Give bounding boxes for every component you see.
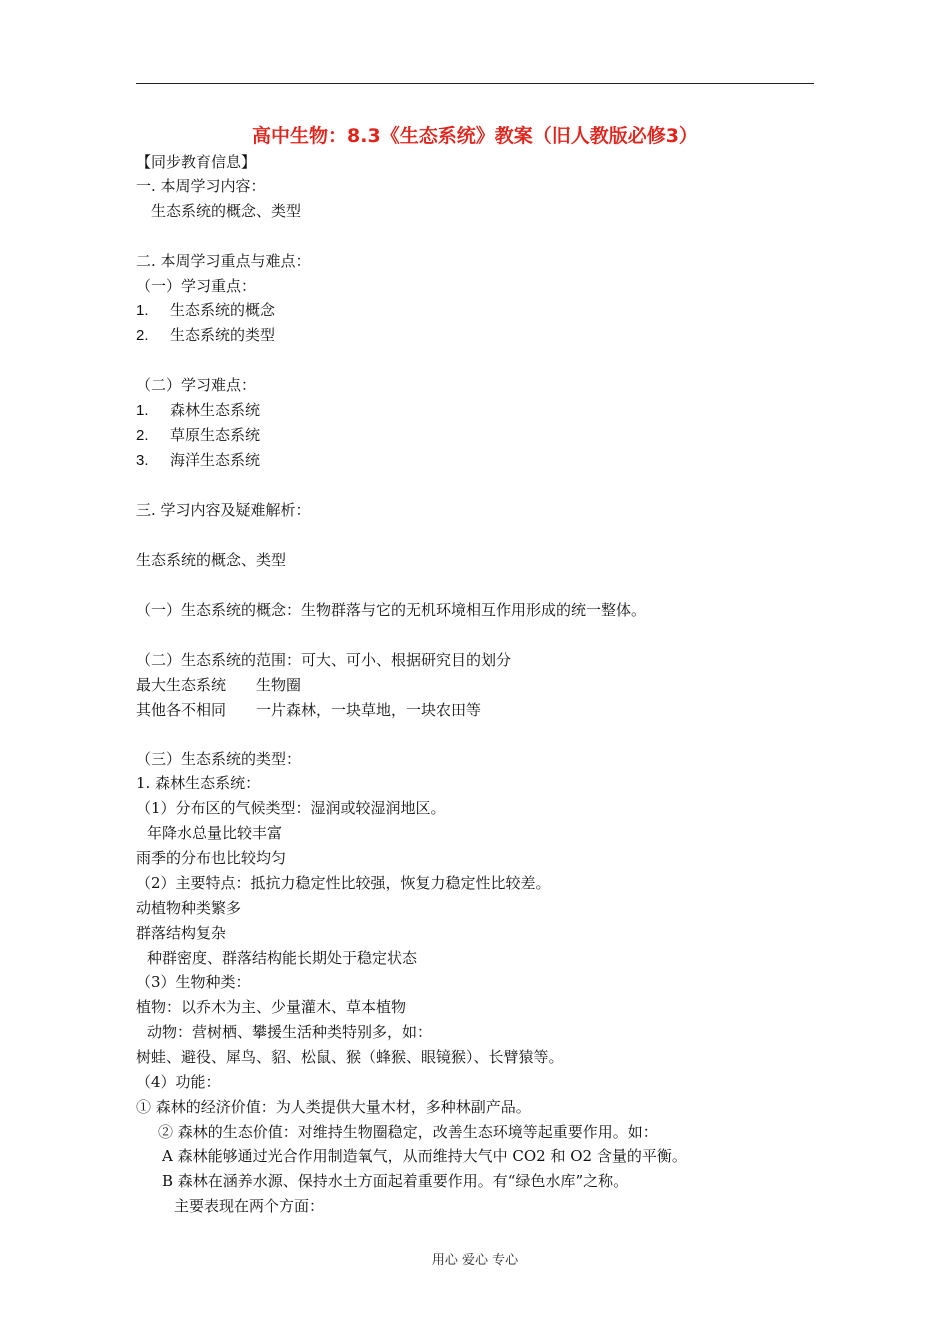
text-line: ② 森林的生态价值：对维持生物圈稳定，改善生态环境等起重要作用。如：: [158, 1123, 658, 1141]
text-line: （4）功能：: [136, 1073, 221, 1091]
text-line: 年降水总量比较丰富: [147, 824, 283, 842]
text-line: 生态系统的概念、类型: [136, 551, 287, 569]
text-line: A 森林能够通过光合作用制造氧气，从而维持大气中 CO2 和 O2 含量的平衡。: [162, 1147, 687, 1165]
list-item: 1. 生态系统的概念: [136, 301, 276, 319]
text-line: （2）主要特点：抵抗力稳定性比较强，恢复力稳定性比较差。: [136, 874, 551, 892]
section-heading: 【同步教育信息】: [136, 153, 257, 171]
subsection-heading: （二）学习难点：: [136, 376, 257, 394]
page-title: 高中生物：8.3《生态系统》教案（旧人教版必修3）: [252, 125, 698, 147]
text-line: 植物：以乔木为主、少量灌木、草本植物: [136, 998, 407, 1016]
text-line: 群落结构复杂: [136, 924, 227, 942]
text-line: （一）生态系统的概念：生物群落与它的无机环境相互作用形成的统一整体。: [136, 601, 647, 619]
list-number: 1.: [136, 302, 149, 319]
subsection-heading: （一）学习重点：: [136, 277, 257, 295]
page-footer: 用心 爱心 专心: [431, 1253, 519, 1268]
list-item: 2. 草原生态系统: [136, 426, 261, 444]
text-line: 动物：营树栖、攀援生活种类特别多，如：: [147, 1023, 433, 1041]
text-line: B 森林在涵养水源、保持水土方面起着重要作用。有“绿色水库”之称。: [162, 1172, 629, 1190]
text-line: 生态系统的概念、类型: [151, 202, 302, 220]
list-number: 2.: [136, 427, 149, 444]
section-heading: 三. 学习内容及疑难解析：: [136, 501, 311, 519]
text-line: （1）分布区的气候类型：湿润或较湿润地区。: [136, 799, 446, 817]
text-line: （3）生物种类：: [136, 973, 251, 991]
section-heading: 二. 本周学习重点与难点：: [136, 252, 311, 270]
list-item: 3. 海洋生态系统: [136, 451, 261, 469]
text-line: 主要表现在两个方面：: [174, 1197, 325, 1215]
text-line: 种群密度、群落结构能长期处于稳定状态: [147, 949, 418, 967]
text-line: 其他各不相同 一片森林，一块草地，一块农田等: [136, 701, 482, 719]
text-line: 雨季的分布也比较均匀: [136, 849, 287, 867]
list-item: 1. 森林生态系统: [136, 401, 261, 419]
text-line: 1. 森林生态系统：: [136, 774, 261, 792]
text-line: 树蛙、避役、犀鸟、貂、松鼠、猴（蜂猴、眼镜猴）、长臂猿等。: [136, 1048, 564, 1066]
section-heading: 一. 本周学习内容：: [136, 177, 266, 195]
list-item: 2. 生态系统的类型: [136, 326, 276, 344]
text-line: ① 森林的经济价值：为人类提供大量木材，多种林副产品。: [136, 1098, 531, 1116]
text-line: 动植物种类繁多: [136, 899, 242, 917]
text-line: 最大生态系统 生物圈: [136, 676, 302, 694]
header-rule: [136, 83, 814, 84]
list-number: 2.: [136, 327, 149, 344]
list-number: 3.: [136, 452, 149, 469]
subsection-heading: （三）生态系统的类型：: [136, 750, 302, 768]
list-number: 1.: [136, 402, 149, 419]
text-line: （二）生态系统的范围：可大、可小、根据研究目的划分: [136, 651, 512, 669]
